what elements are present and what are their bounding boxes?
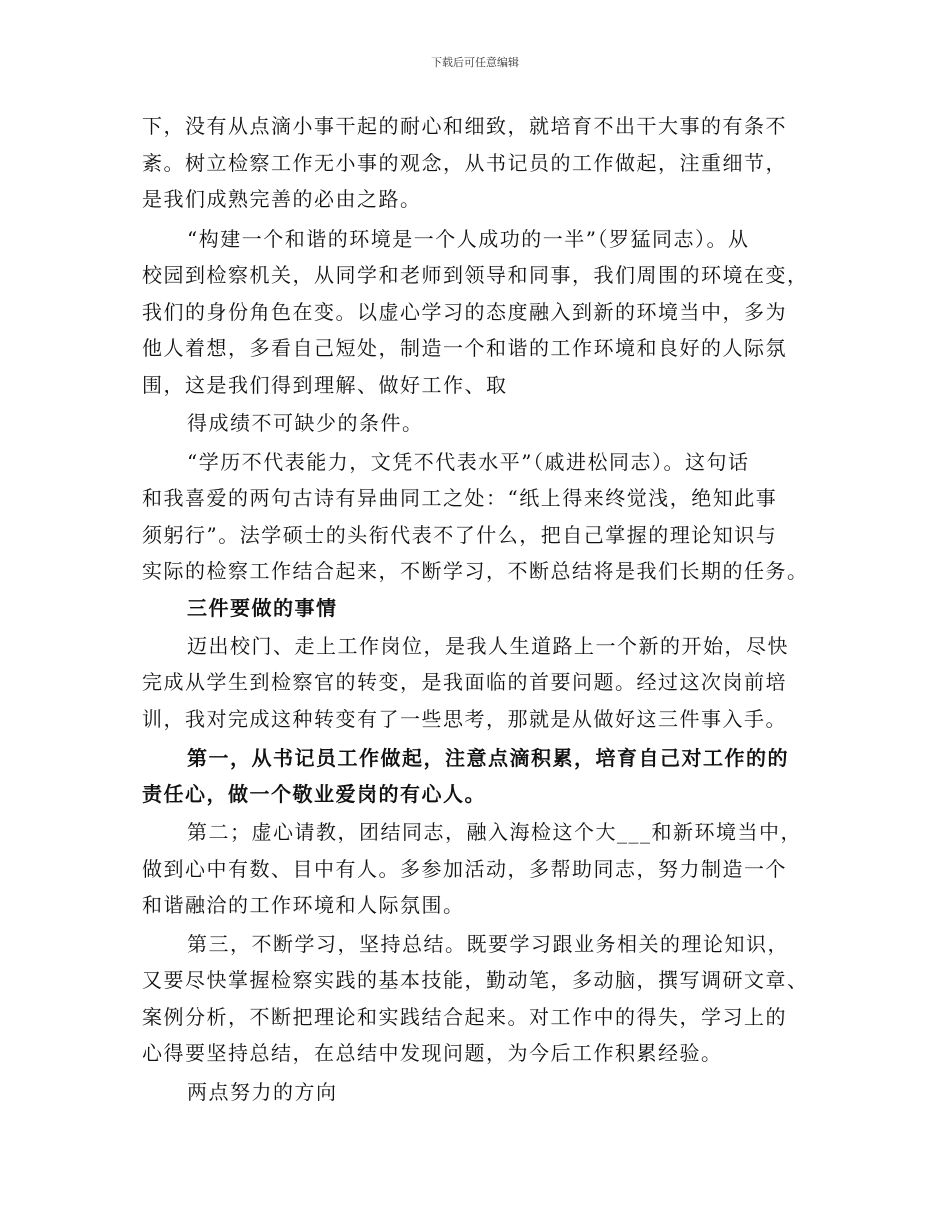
paragraph-line: 和谐融洽的工作环境和人际氛围。 <box>142 893 465 917</box>
section-heading: 两点努力的方向 <box>187 1080 338 1104</box>
emphasized-line: 第一，从书记员工作做起，注意点滴积累，培育自己对工作的的 <box>187 746 789 770</box>
paragraph-line: “学历不代表能力，文凭不代表水平”（戚进松同志）。这句话 <box>187 450 750 474</box>
paragraph-line: 须躬行”。法学硕士的头衔代表不了什么，把自己掌握的理论知识与 <box>142 523 778 547</box>
paragraph-line: 我们的身份角色在变。以虚心学习的态度融入到新的环境当中，多为 <box>142 300 787 324</box>
paragraph-line: 又要尽快掌握检察实践的基本技能，勤动笔，多动脑，撰写调研文章、 <box>142 968 809 992</box>
paragraph-line: 迈出校门、走上工作岗位，是我人生道路上一个新的开始，尽快 <box>187 634 789 658</box>
paragraph-line: “构建一个和谐的环境是一个人成功的一半”（罗猛同志）。从 <box>187 227 750 251</box>
paragraph-line: 心得要坚持总结，在总结中发现问题，为今后工作积累经验。 <box>142 1041 723 1065</box>
paragraph-line: 围，这是我们得到理解、做好工作、取 <box>142 373 508 397</box>
paragraph-line: 案例分析，不断把理论和实践结合起来。对工作中的得失，学习上的 <box>142 1005 787 1029</box>
paragraph-line: 训，我对完成这种转变有了一些思考，那就是从做好这三件事入手。 <box>142 707 787 731</box>
paragraph-line: 做到心中有数、目中有人。多参加活动，多帮助同志，努力制造一个 <box>142 857 787 881</box>
paragraph-line: 是我们成熟完善的必由之路。 <box>142 187 422 211</box>
paragraph-line: 实际的检察工作结合起来，不断学习，不断总结将是我们长期的任务。 <box>142 559 809 583</box>
paragraph-line: 紊。树立检察工作无小事的观念，从书记员的工作做起，注重细节， <box>142 151 787 175</box>
paragraph-line: 校园到检察机关，从同学和老师到领导和同事，我们周围的环境在变， <box>142 263 809 287</box>
page-header: 下载后可任意编辑 <box>431 56 519 69</box>
emphasized-line: 责任心，做一个敬业爱岗的有心人。 <box>142 782 486 806</box>
paragraph-line: 他人着想，多看自己短处，制造一个和谐的工作环境和良好的人际氛 <box>142 336 787 360</box>
paragraph-line: 完成从学生到检察官的转变，是我面临的首要问题。经过这次岗前培 <box>142 670 787 694</box>
paragraph-line: 下，没有从点滴小事干起的耐心和细致，就培育不出干大事的有条不 <box>142 114 787 138</box>
paragraph-line: 得成绩不可缺少的条件。 <box>187 411 424 435</box>
paragraph-line: 和我喜爱的两句古诗有异曲同工之处：“纸上得来终觉浅，绝知此事 <box>142 486 778 510</box>
paragraph-line: 第三，不断学习，坚持总结。既要学习跟业务相关的理论知识， <box>187 932 789 956</box>
section-heading: 三件要做的事情 <box>187 596 338 620</box>
paragraph-line: 第二；虚心请教，团结同志，融入海检这个大___和新环境当中， <box>187 820 802 844</box>
